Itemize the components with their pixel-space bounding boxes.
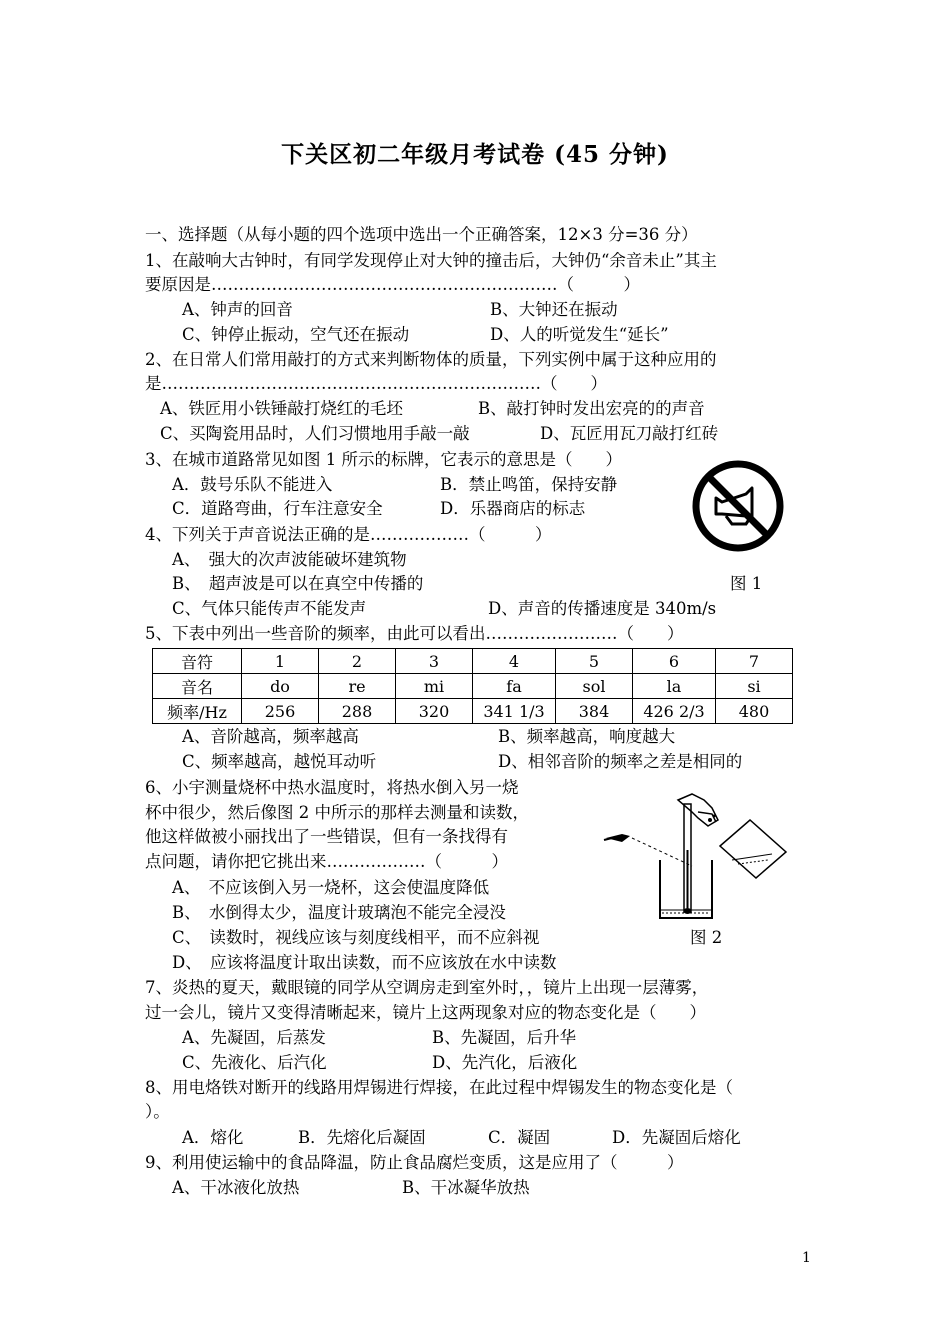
q9-stem: 9、利用使运输中的食品降温，防止食品腐烂变质，这是应用了（ ） [145, 1153, 684, 1172]
section-heading: 一、选择题（从每小题的四个选项中选出一个正确答案，12×3 分=36 分） [145, 225, 698, 244]
q2-option-b: B、敲打钟时发出宏亮的的声音 [478, 399, 705, 418]
q7-option-c: C、先液化、后汽化 [182, 1053, 327, 1072]
table-row [153, 699, 793, 724]
q2-stem: 是……………………………………………………………（ ） [145, 374, 607, 393]
q6-option-b: B、 水倒得太少，温度计玻璃泡不能完全浸没 [172, 903, 506, 922]
table-cell: 320 [396, 699, 473, 724]
q8-stem: 8、用电烙铁对断开的线路用焊锡进行焊接，在此过程中焊锡发生的物态变化是（ [145, 1078, 733, 1097]
q2-option-c: C、买陶瓷用品时，人们习惯地用手敲一敲 [160, 424, 470, 443]
q1-option-c: C、钟停止振动，空气还在振动 [182, 325, 410, 344]
q1-stem: 要原因是………………………………………………………（ ） [145, 275, 640, 294]
table-cell: 288 [319, 699, 396, 724]
q8-stem: ）。 [145, 1102, 170, 1121]
page-title: 下关区初二年级月考试卷 (45 分钟) [281, 141, 669, 168]
q7-option-a: A、先凝固，后蒸发 [182, 1028, 326, 1047]
q2-option-a: A、铁匠用小铁锤敲打烧红的毛坯 [160, 399, 403, 418]
table-row [153, 674, 793, 699]
table-cell: 256 [242, 699, 319, 724]
q7-stem: 7、炎热的夏天，戴眼镜的同学从空调房走到室外时，，镜片上出现一层薄雾， [145, 978, 709, 997]
q6-stem: 点问题，请你把它挑出来………………（ ） [145, 852, 508, 871]
table-cell: re [319, 674, 396, 699]
q6-stem: 杯中很少，然后像图 2 中所示的那样去测量和读数， [145, 803, 529, 822]
q1-stem: 1、在敲响大古钟时，有同学发现停止对大钟的撞击后，大钟仍“余音未止”其主 [145, 251, 717, 270]
q4-option-c: C、气体只能传声不能发声 [172, 599, 367, 618]
q3-stem: 3、在城市道路常见如图 1 所示的标牌，它表示的意思是（ ） [145, 450, 622, 469]
q9-option-a: A、干冰液化放热 [172, 1178, 300, 1197]
table-cell: 音符 [153, 649, 242, 674]
table-cell: 频率/Hz [153, 699, 242, 724]
table-cell: 480 [716, 699, 793, 724]
table-cell: la [633, 674, 716, 699]
q8-option-c: C．凝固 [488, 1128, 551, 1147]
q1-option-b: B、大钟还在振动 [490, 300, 618, 319]
q4-option-a: A、 强大的次声波能破坏建筑物 [172, 550, 407, 569]
q7-stem: 过一会儿，镜片又变得清晰起来，镜片上这两现象对应的物态变化是（ ） [145, 1003, 706, 1022]
q8-option-a: A．熔化 [182, 1128, 244, 1147]
table-cell: fa [473, 674, 556, 699]
table-cell: 6 [633, 649, 716, 674]
q5-option-c: C、频率越高，越悦耳动听 [182, 752, 377, 771]
q6-option-c: C、 读数时，视线应该与刻度线相平，而不应斜视 [172, 928, 540, 947]
q1-option-a: A、钟声的回音 [182, 300, 293, 319]
q4-option-b: B、 超声波是可以在真空中传播的 [172, 574, 424, 593]
q1-option-d: D、人的听觉发生“延长” [490, 325, 669, 344]
q4-stem: 4、下列关于声音说法正确的是………………（ ） [145, 525, 552, 544]
q7-option-b: B、先凝固，后升华 [432, 1028, 577, 1047]
q3-option-d: D．乐器商店的标志 [440, 499, 586, 518]
table-cell: si [716, 674, 793, 699]
no-horn-sign-icon [690, 458, 786, 554]
q3-option-c: C．道路弯曲，行车注意安全 [172, 499, 383, 518]
table-cell: 341 1/3 [473, 699, 556, 724]
q6-option-a: A、 不应该倒入另一烧杯，这会使温度降低 [172, 878, 490, 897]
table-row [153, 649, 793, 674]
table-cell: sol [556, 674, 633, 699]
q6-stem: 他这样做被小丽找出了一些错误，但有一条找得有 [145, 827, 508, 846]
q3-option-b: B．禁止鸣笛，保持安静 [440, 475, 618, 494]
frequency-table [152, 648, 793, 724]
table-cell: 4 [473, 649, 556, 674]
q8-option-b: B．先熔化后凝固 [298, 1128, 426, 1147]
figure-2-label: 图 2 [690, 928, 723, 947]
table-cell: 384 [556, 699, 633, 724]
q3-option-a: A．鼓号乐队不能进入 [172, 475, 333, 494]
table-cell: 5 [556, 649, 633, 674]
table-cell: 7 [716, 649, 793, 674]
table-cell: 1 [242, 649, 319, 674]
figure-1-label: 图 1 [730, 574, 763, 593]
q6-option-d: D、 应该将温度计取出读数，而不应该放在水中读数 [172, 953, 557, 972]
q2-stem: 2、在日常人们常用敲打的方式来判断物体的质量，下列实例中属于这种应用的 [145, 350, 717, 369]
table-cell: do [242, 674, 319, 699]
table-cell: 音名 [153, 674, 242, 699]
q5-option-a: A、音阶越高，频率越高 [182, 727, 359, 746]
q4-option-d: D、声音的传播速度是 340m/s [488, 599, 717, 618]
table-cell: mi [396, 674, 473, 699]
table-cell: 426 2/3 [633, 699, 716, 724]
q9-option-b: B、干冰凝华放热 [402, 1178, 530, 1197]
page-number: 1 [802, 1250, 811, 1266]
q8-option-d: D．先凝固后熔化 [612, 1128, 741, 1147]
q7-option-d: D、先汽化，后液化 [432, 1053, 578, 1072]
q5-stem: 5、下表中列出一些音阶的频率，由此可以看出……………………（ ） [145, 624, 684, 643]
q5-option-b: B、频率越高，响度越大 [498, 727, 676, 746]
thermometer-beaker-diagram-icon [600, 790, 790, 925]
q2-option-d: D、瓦匠用瓦刀敲打红砖 [540, 424, 719, 443]
table-cell: 2 [319, 649, 396, 674]
q5-option-d: D、相邻音阶的频率之差是相同的 [498, 752, 743, 771]
q6-stem: 6、小宇测量烧杯中热水温度时，将热水倒入另一烧 [145, 778, 519, 797]
table-cell: 3 [396, 649, 473, 674]
